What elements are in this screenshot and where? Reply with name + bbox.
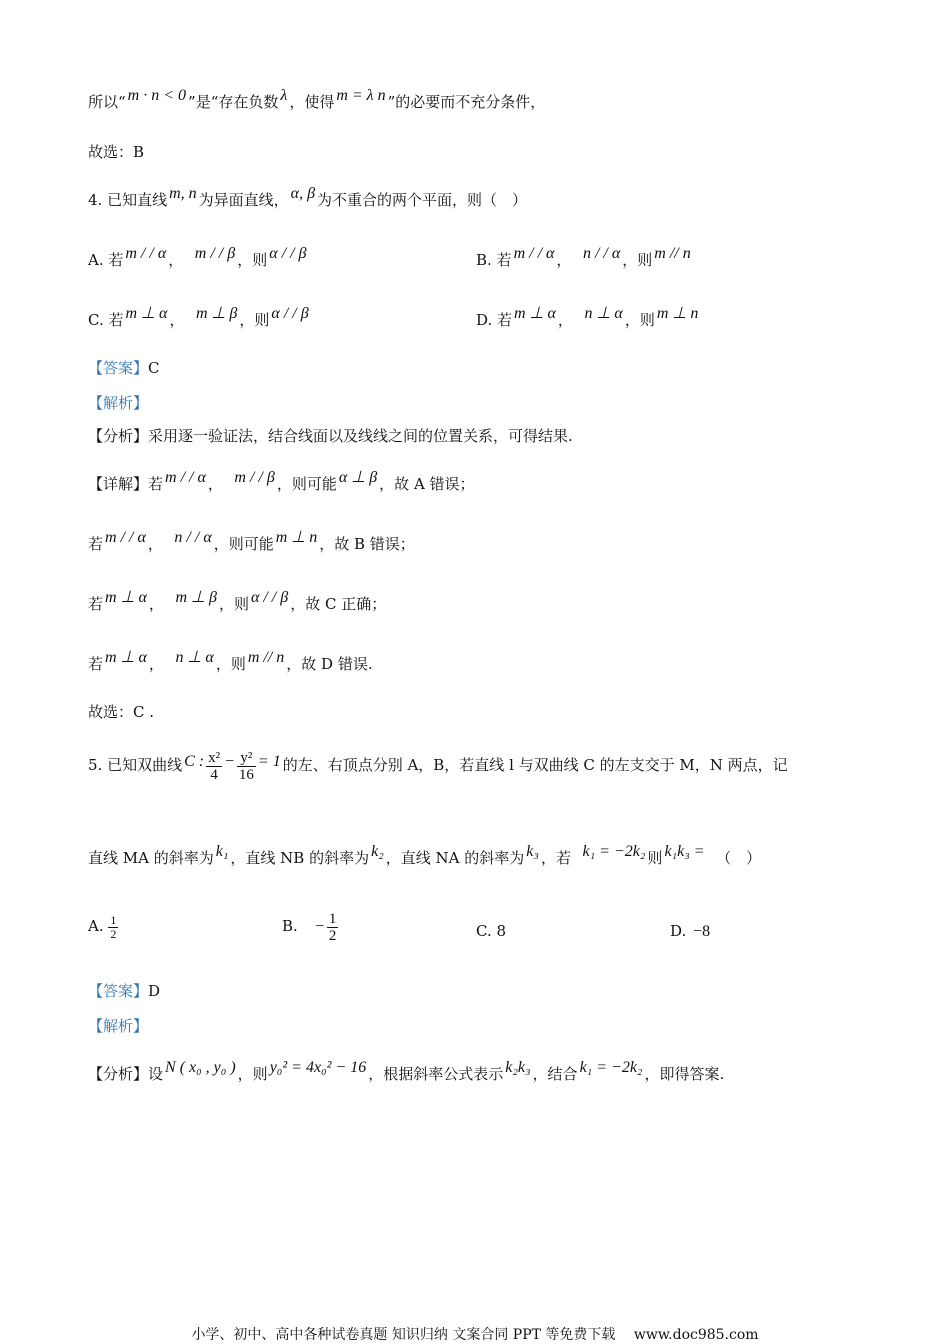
text: ，则 — [239, 311, 270, 329]
formula: m / / β — [194, 245, 236, 262]
text: ， — [148, 595, 164, 613]
formula: α / / β — [250, 589, 289, 606]
formula: m ⊥ α — [125, 305, 168, 322]
formula: m / / α — [105, 529, 146, 546]
formula: m ⊥ α — [105, 649, 147, 666]
text: 直线 MA 的斜率为 — [88, 849, 214, 867]
text: ，则 — [215, 655, 246, 673]
text: D. 若 — [476, 311, 513, 329]
text: ， — [556, 251, 572, 269]
formula: m ⊥ n — [275, 529, 318, 546]
text: ， — [147, 535, 163, 553]
question-5-line2 — [88, 843, 762, 869]
text: B. 若 — [476, 251, 512, 269]
denominator: 2 — [110, 926, 117, 941]
text: 5. 已知双曲线 — [88, 756, 183, 774]
option-4a — [88, 245, 308, 271]
formula: − — [314, 918, 325, 935]
formula: n ⊥ α — [584, 305, 623, 322]
text: ，结合 — [532, 1065, 578, 1083]
denominator: 16 — [238, 766, 254, 783]
formula: k₃ — [526, 843, 539, 860]
formula: k₁ = −2k₂ — [579, 1059, 643, 1076]
formula: m // n — [247, 649, 285, 666]
text: ，则可能 — [213, 535, 274, 553]
conclusion-line — [88, 87, 546, 113]
formula: k₂ — [371, 843, 384, 860]
text: 则 — [647, 849, 663, 867]
text: ，故 A 错误； — [379, 475, 475, 493]
text: ，根据斜率公式表示 — [368, 1065, 504, 1083]
analysis-5 — [88, 1059, 725, 1085]
text: ， — [169, 311, 185, 329]
question-4 — [88, 185, 528, 211]
text: ， — [148, 655, 164, 673]
text: （ ） — [716, 849, 762, 867]
numerator: y² — [237, 750, 256, 767]
numerator: 1 — [328, 910, 337, 927]
formula: α ⊥ β — [338, 469, 378, 486]
text: 4. 已知直线 — [88, 191, 168, 209]
answer-5 — [88, 981, 160, 1001]
analysis-tag: 【解析】 — [88, 394, 149, 412]
text: ，故 B 错误； — [319, 535, 415, 553]
text: ”的必要而不充分条件， — [387, 93, 546, 111]
text: ， — [207, 475, 223, 493]
answer-choice-4: 故选：C . — [88, 703, 155, 721]
text: C. 若 — [88, 311, 124, 329]
formula: m ⊥ α — [105, 589, 147, 606]
fraction — [108, 914, 118, 941]
fraction-x — [206, 750, 222, 783]
option-5c: C. 8 — [476, 922, 507, 940]
option-5a — [88, 906, 118, 946]
text: ，则 — [218, 595, 249, 613]
analysis-tag-5: 【解析】 — [88, 1017, 149, 1035]
formula: C : — [184, 753, 205, 770]
question-5 — [88, 745, 788, 786]
text: 为异面直线， — [198, 191, 289, 209]
formula: −8 — [693, 923, 711, 940]
formula: α / / β — [271, 305, 309, 322]
formula: m / / β — [234, 469, 275, 486]
formula: k₁ — [215, 843, 229, 860]
text: ，则 — [622, 251, 653, 269]
formula: − — [224, 753, 235, 770]
text: 【详解】若 — [88, 475, 164, 493]
formula: k₁k₃ = — [664, 843, 705, 860]
text: 【分析】设 — [88, 1065, 164, 1083]
text: ，若 — [540, 849, 571, 867]
page-footer: 小学、初中、高中各种试卷真题 知识归纳 文案合同 PPT 等免费下载 www.doc985.com — [191, 1327, 759, 1343]
text: ，直线 NA 的斜率为 — [385, 849, 525, 867]
formula: α / / β — [269, 245, 307, 262]
text: 若 — [88, 655, 104, 673]
fraction — [327, 911, 339, 944]
numerator: 1 — [110, 912, 117, 927]
option-5b — [282, 906, 338, 947]
formula: m / / α — [513, 245, 555, 262]
formula: n ⊥ α — [175, 649, 214, 666]
answer-tag: 【答案】 — [88, 359, 149, 377]
text: ，使得 — [289, 93, 335, 111]
analysis-text: 【分析】采用逐一验证法，结合线面以及线线之间的位置关系，可得结果. — [88, 427, 573, 445]
formula: α, β — [290, 185, 316, 202]
text: ，则 — [624, 311, 655, 329]
formula: m // n — [654, 245, 691, 262]
text: ，故 D 错误. — [286, 655, 373, 673]
formula: m, n — [169, 185, 197, 202]
text: B. — [282, 917, 298, 935]
text: ，故 C 正确； — [290, 595, 387, 613]
text: D. — [670, 922, 687, 940]
option-4b — [476, 245, 693, 271]
text: ”是“存在负数 — [188, 93, 279, 111]
answer-4 — [88, 358, 160, 378]
formula: m ⊥ β — [175, 589, 217, 606]
detail-1 — [88, 469, 475, 495]
text: 若 — [88, 535, 104, 553]
text: ，直线 NB 的斜率为 — [230, 849, 370, 867]
formula: m ⊥ n — [656, 305, 699, 322]
formula: m ⊥ α — [514, 305, 556, 322]
denominator: 2 — [328, 927, 337, 944]
text: ， — [168, 251, 184, 269]
formula-mn: m · n < 0 — [127, 87, 187, 104]
option-4d — [476, 305, 700, 331]
formula: k₁ = −2k₂ — [582, 843, 646, 860]
text: 所以“ — [88, 93, 126, 111]
formula: y₀² = 4x₀² − 16 — [269, 1059, 367, 1076]
option-4c — [88, 305, 311, 331]
option-5d — [670, 921, 712, 942]
formula-lambda: λ — [280, 87, 288, 104]
text: 的左、右顶点分别 A，B，若直线 l 与双曲线 C 的左支交于 M，N 两点，记 — [282, 756, 788, 774]
detail-3 — [88, 589, 387, 615]
answer-tag: 【答案】 — [88, 982, 149, 1000]
denominator: 4 — [210, 766, 218, 783]
formula-m-eq: m = λ n — [336, 87, 386, 104]
answer-value: D — [148, 982, 161, 1000]
formula: = 1 — [257, 753, 281, 770]
text: ，则 — [237, 1065, 268, 1083]
text: A. — [88, 917, 104, 935]
formula: N ( x₀ , y₀ ) — [165, 1059, 236, 1076]
answer-value: C — [148, 359, 160, 377]
fraction-y — [237, 750, 256, 783]
text: ，即得答案. — [644, 1065, 725, 1083]
detail-2 — [88, 529, 415, 555]
answer-choice-line: 故选：B — [88, 143, 145, 161]
numerator: x² — [208, 749, 221, 766]
formula: m / / α — [165, 469, 206, 486]
formula: n / / α — [582, 245, 621, 262]
formula: m / / α — [125, 245, 167, 262]
text: ， — [557, 311, 573, 329]
text: A. 若 — [88, 251, 124, 269]
formula: m ⊥ β — [195, 305, 238, 322]
formula: n / / α — [174, 529, 212, 546]
text: ，则 — [237, 251, 268, 269]
text: ，则可能 — [276, 475, 337, 493]
detail-4 — [88, 649, 373, 675]
text: 为不重合的两个平面，则（ ） — [317, 191, 528, 209]
text: 若 — [88, 595, 104, 613]
formula: k₂k₃ — [505, 1059, 531, 1076]
